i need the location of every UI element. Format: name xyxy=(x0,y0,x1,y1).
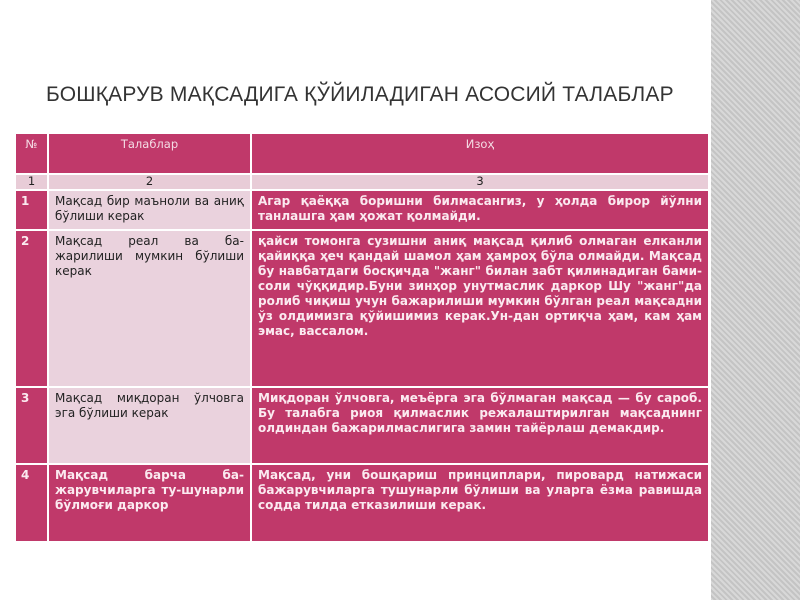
row-number: 1 xyxy=(16,191,49,229)
requirement-cell: Мақсад миқдоран ўлчовга эга бўлиши керак xyxy=(49,388,252,463)
column-number-2: 2 xyxy=(49,175,252,189)
page-title: БОШҚАРУВ МАҚСАДИГА ҚЎЙИЛАДИГАН АСОСИЙ ТАЛАБЛАР xyxy=(46,83,674,106)
row-number: 3 xyxy=(16,388,49,463)
column-number-1: 1 xyxy=(16,175,49,189)
note-cell: Мақсад, уни бошқариш принциплари, пировард натижаси бажарувчиларга тушунарли бўлиши ва уларга ёзма равишда содда тилда етказилиши керак. xyxy=(252,465,708,541)
table-header-row xyxy=(16,134,708,173)
table-row xyxy=(16,465,708,541)
table-row xyxy=(16,191,708,229)
column-number-row xyxy=(16,175,708,189)
requirement-cell: Мақсад бир маъноли ва аниқ бўлиши керак xyxy=(49,191,252,229)
note-cell: Миқдоран ўлчовга, меъёрга эга бўлмаган мақсад — бу сароб. Бу талабга риоя қилмаслик режалаштирилган мақсаднинг олдиндан бажарилмаслигига замин тайёрлаш демакдир. xyxy=(252,388,708,463)
table-row xyxy=(16,388,708,463)
table-row xyxy=(16,231,708,386)
requirement-cell: Мақсад реал ва ба-жарилиши мумкин бўлиши керак xyxy=(49,231,252,386)
column-number-3: 3 xyxy=(252,175,708,189)
decorative-side-stripe xyxy=(711,0,800,600)
note-cell: қайси томонга сузишни аниқ мақсад қилиб олмаган елканли қайиққа ҳеч қандай шамол ҳам ҳамроҳ бўла олмайди. Мақсад бу навбатдаги босқичда "жанг" билан забт қилинадиган бами-соли чўққидир.Буни зинҳор унутмаслик даркор Шу "жанг"да ролиб чиқиш учун бажарилиши мумкин бўлган реал мақсадни ўз олдимизга қўйишимиз керак.Ун-дан ортиқча ҳам, кам ҳам эмас, вассалом. xyxy=(252,231,708,386)
header-number: № xyxy=(16,134,49,173)
header-notes: Изоҳ xyxy=(252,134,708,173)
header-requirements: Талаблар xyxy=(49,134,252,173)
requirement-cell: Мақсад барча ба-жарувчиларга ту-шунарли бўлмоғи даркор xyxy=(49,465,252,541)
row-number: 2 xyxy=(16,231,49,386)
row-number: 4 xyxy=(16,465,49,541)
note-cell: Агар қаёққа боришни билмасангиз, у ҳолда бирор йўлни танлашга ҳам ҳожат қолмайди. xyxy=(252,191,708,229)
